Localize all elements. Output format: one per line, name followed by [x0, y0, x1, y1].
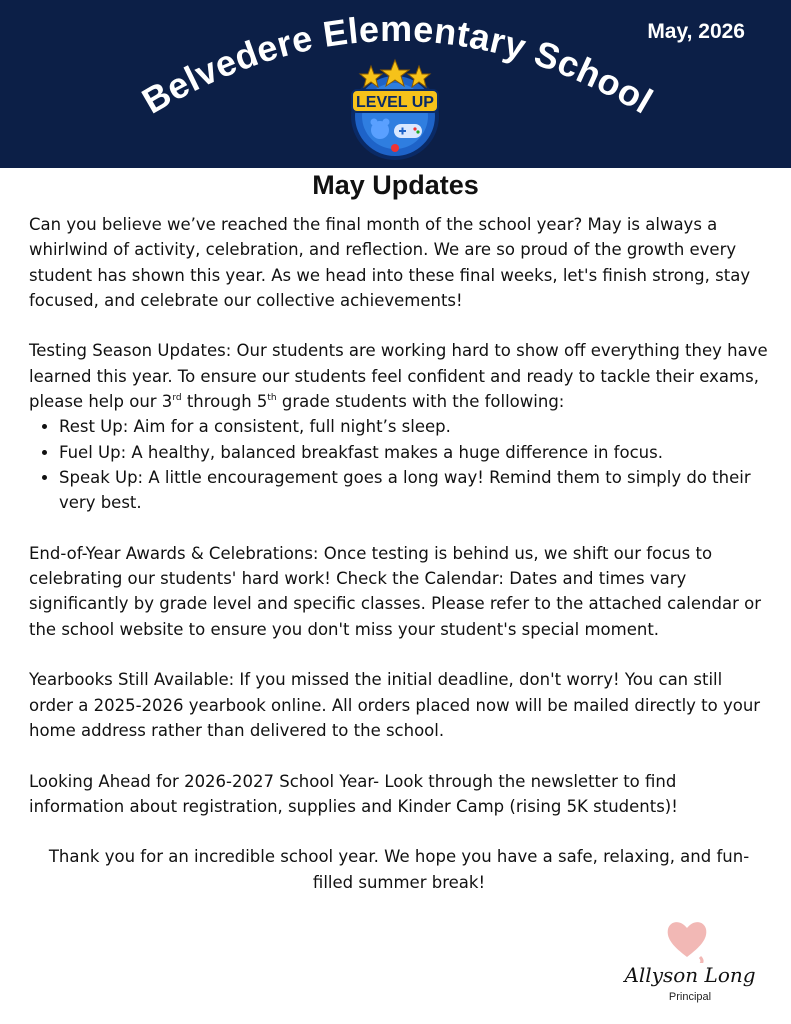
awards-paragraph: End-of-Year Awards & Celebrations: Once testing is behind us, we shift our focus to celebrating our students' hard work! Check the Calendar: Dates and times vary significantly by grade level and specific classes. Please refer to the attached calendar or the school website to ensure you don't miss your student's special moment.: [29, 543, 761, 639]
school-name: Belvedere Elementary School: [135, 7, 660, 122]
heart-icon: [664, 917, 710, 963]
list-item: • Rest Up: Aim for a consistent, full night’s sleep.: [59, 414, 769, 439]
testing-paragraph: Testing Season Updates: Our students are working hard to show off everything they have learned this year. To ensure our students feel confident and ready to tackle their exams, please help our 3rd through 5th grade students with the following:: [29, 341, 768, 412]
page-title: May Updates: [312, 170, 479, 200]
list-item: • Fuel Up: A healthy, balanced breakfast makes a huge difference in focus.: [59, 440, 769, 465]
newsletter-body: [29, 212, 769, 920]
looking-ahead-paragraph: Looking Ahead for 2026-2027 School Year- Look through the newsletter to find information about registration, supplies and Kinder Camp (rising 5K students)!: [29, 771, 678, 816]
testing-tips-list: [29, 414, 769, 515]
principal-signature: [620, 915, 760, 1015]
newsletter-header: [0, 0, 791, 168]
closing-paragraph: Thank you for an incredible school year. We hope you have a safe, relaxing, and fun-filled summer break!: [48, 847, 750, 892]
signature-name: Allyson Long: [624, 963, 756, 987]
list-item: • Speak Up: A little encouragement goes a long way! Remind them to simply do their very best.: [59, 465, 769, 516]
logo-text: LEVEL UP: [356, 94, 434, 111]
level-up-logo-icon: [344, 58, 446, 162]
intro-paragraph: Can you believe we’ve reached the final month of the school year? May is always a whirlwind of activity, celebration, and reflection. We are so proud of the growth every student has shown this year. As we head into these final weeks, let's finish strong, stay focused, and celebrate our collective achievements!: [29, 215, 751, 310]
yearbooks-paragraph: Yearbooks Still Available: If you missed the initial deadline, don't worry! You can still order a 2025-2026 yearbook online. All orders placed now will be mailed directly to your home address rather than delivered to the school.: [29, 670, 761, 740]
newsletter-date: May, 2026: [647, 20, 745, 43]
signature-role: Principal: [668, 991, 712, 1003]
